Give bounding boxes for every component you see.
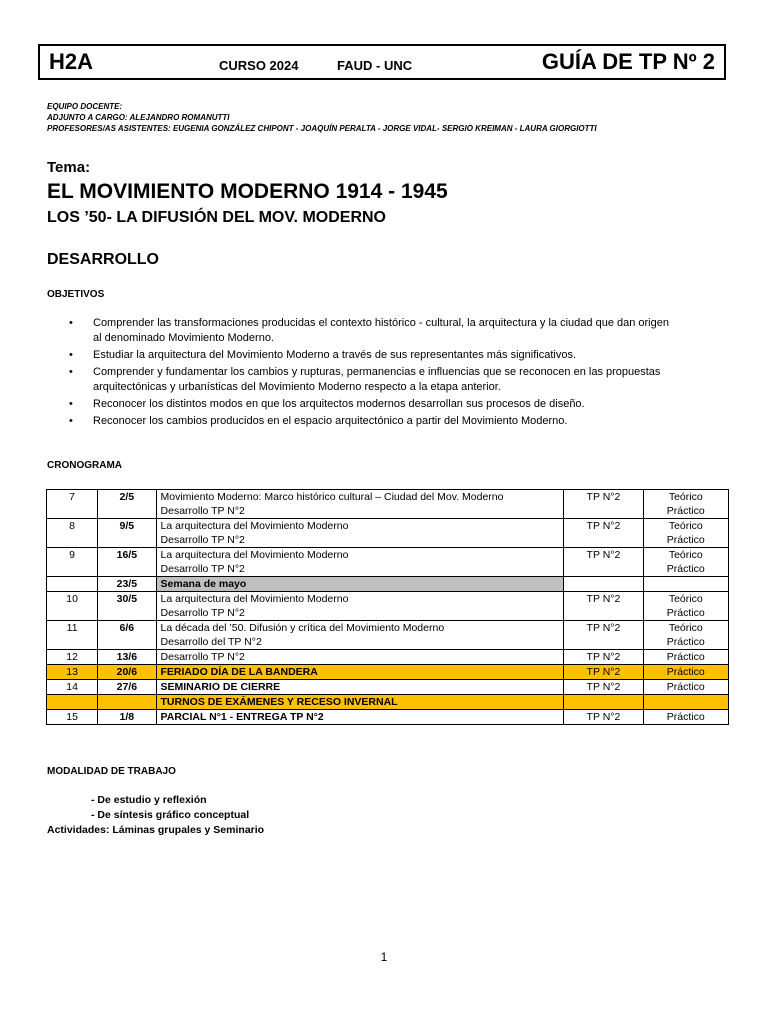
class-tp xyxy=(564,695,643,710)
class-date: 27/6 xyxy=(98,680,156,695)
table-row xyxy=(47,577,729,592)
class-type xyxy=(643,695,728,710)
course-year: CURSO 2024 xyxy=(219,58,299,73)
class-number: 15 xyxy=(47,710,98,725)
guide-title: GUÍA DE TP Nº 2 xyxy=(541,49,715,74)
table-row xyxy=(47,490,729,519)
page-number: 1 xyxy=(380,950,388,964)
class-type: Teórico Práctico xyxy=(643,519,728,548)
class-number: 8 xyxy=(47,519,98,548)
class-topic: La arquitectura del Movimiento Moderno Desarrollo TP N°2 xyxy=(156,519,564,548)
table-row xyxy=(47,621,729,650)
class-type xyxy=(643,577,728,592)
page-title: EL MOVIMIENTO MODERNO 1914 - 1945 xyxy=(47,180,448,203)
class-type: Teórico Práctico xyxy=(643,490,728,519)
class-type: Práctico xyxy=(643,665,728,680)
class-tp xyxy=(564,577,643,592)
class-topic: SEMINARIO DE CIERRE xyxy=(156,680,564,695)
table-row xyxy=(47,680,729,695)
class-date: 20/6 xyxy=(98,665,156,680)
course-code: H2A xyxy=(49,49,94,74)
class-date: 16/5 xyxy=(98,548,156,577)
class-topic: Desarrollo TP N°2 xyxy=(156,650,564,665)
objectives-heading: OBJETIVOS xyxy=(47,289,105,300)
class-date: 6/6 xyxy=(98,621,156,650)
class-date: 23/5 xyxy=(98,577,156,592)
class-date: 30/5 xyxy=(98,592,156,621)
class-number: 12 xyxy=(47,650,98,665)
team-adjunto: ADJUNTO A CARGO: ALEJANDRO ROMANUTTI xyxy=(47,113,230,122)
class-topic: La arquitectura del Movimiento Moderno Desarrollo TP N°2 xyxy=(156,592,564,621)
class-tp: TP N°2 xyxy=(564,621,643,650)
teaching-team xyxy=(47,101,597,134)
schedule-heading: CRONOGRAMA xyxy=(47,460,122,471)
table-row xyxy=(47,665,729,680)
class-date: 9/5 xyxy=(98,519,156,548)
class-type: Teórico Práctico xyxy=(643,548,728,577)
modality-item: - De síntesis gráfico conceptual xyxy=(91,809,250,821)
class-topic: Movimiento Moderno: Marco histórico cultural – Ciudad del Mov. Moderno Desarrollo TP N°2 xyxy=(156,490,564,519)
activities-line: Actividades: Láminas grupales y Seminario xyxy=(47,824,265,836)
class-date: 1/8 xyxy=(98,710,156,725)
modality-item: - De estudio y reflexión xyxy=(91,794,207,806)
class-type: Teórico Práctico xyxy=(643,592,728,621)
team-profesores: PROFESORES/AS ASISTENTES: EUGENIA GONZÁLEZ CHIPONT - JOAQUÍN PERALTA - JORGE VIDAL- SERGIO KREIMAN - LAURA GIORGIOTTI xyxy=(47,124,597,133)
class-type: Práctico xyxy=(643,710,728,725)
faculty-name: FAUD - UNC xyxy=(337,58,413,73)
bullet-icon: • xyxy=(69,366,73,378)
table-row xyxy=(47,592,729,621)
class-date: 2/5 xyxy=(98,490,156,519)
bullet-icon: • xyxy=(69,398,73,410)
class-number xyxy=(47,577,98,592)
table-row xyxy=(47,695,729,710)
class-number: 13 xyxy=(47,665,98,680)
class-type: Práctico xyxy=(643,680,728,695)
class-date: 13/6 xyxy=(98,650,156,665)
class-type: Teórico Práctico xyxy=(643,621,728,650)
class-topic: PARCIAL N°1 - ENTREGA TP N°2 xyxy=(156,710,564,725)
bullet-icon: • xyxy=(69,349,73,361)
objective-item: • Estudiar la arquitectura del Movimiento Moderno a través de sus representantes más significativos. xyxy=(69,349,577,361)
objectives-list xyxy=(64,316,726,431)
objective-item: • Comprender y fundamentar los cambios y rupturas, permanencias e influencias que se reconocen en las propuestas arquitectónicas y urbanísticas del Movimiento Moderno respecto a la etapa anterior. xyxy=(69,366,661,393)
page-subtitle: LOS ’50- LA DIFUSIÓN DEL MOV. MODERNO xyxy=(47,209,386,226)
table-row xyxy=(47,548,729,577)
class-tp: TP N°2 xyxy=(564,680,643,695)
class-number xyxy=(47,695,98,710)
class-tp: TP N°2 xyxy=(564,519,643,548)
class-date xyxy=(98,695,156,710)
class-tp: TP N°2 xyxy=(564,710,643,725)
document-header xyxy=(38,44,726,80)
objective-item: • Reconocer los distintos modos en que los arquitectos modernos desarrollan sus procesos de diseño. xyxy=(69,398,585,410)
bullet-icon: • xyxy=(69,415,73,427)
table-row xyxy=(47,650,729,665)
table-row xyxy=(47,710,729,725)
class-number: 7 xyxy=(47,490,98,519)
class-number: 14 xyxy=(47,680,98,695)
team-heading: EQUIPO DOCENTE: xyxy=(47,102,123,111)
class-tp: TP N°2 xyxy=(564,650,643,665)
objective-item: • Comprender las transformaciones producidas el contexto histórico - cultural, la arquitectura y la ciudad que dan origen al denominado Movimiento Moderno. xyxy=(69,317,669,344)
schedule-table xyxy=(46,489,729,725)
bullet-icon: • xyxy=(69,317,73,329)
class-type: Práctico xyxy=(643,650,728,665)
modality-heading: MODALIDAD DE TRABAJO xyxy=(47,766,176,777)
table-row xyxy=(47,519,729,548)
class-topic: La arquitectura del Movimiento Moderno Desarrollo TP N°2 xyxy=(156,548,564,577)
class-topic: FERIADO DÍA DE LA BANDERA xyxy=(156,665,564,680)
class-tp: TP N°2 xyxy=(564,665,643,680)
class-tp: TP N°2 xyxy=(564,592,643,621)
class-number: 9 xyxy=(47,548,98,577)
class-topic: La década del ’50. Difusión y crítica del Movimiento Moderno Desarrollo del TP N°2 xyxy=(156,621,564,650)
class-number: 10 xyxy=(47,592,98,621)
objective-item: • Reconocer los cambios producidos en el espacio arquitectónico a partir del Movimiento Moderno. xyxy=(69,415,568,427)
tema-label: Tema: xyxy=(47,159,91,176)
class-topic: Semana de mayo xyxy=(156,577,564,592)
section-heading: DESARROLLO xyxy=(47,251,159,268)
class-topic: TURNOS DE EXÁMENES Y RECESO INVERNAL xyxy=(156,695,564,710)
class-tp: TP N°2 xyxy=(564,490,643,519)
class-number: 11 xyxy=(47,621,98,650)
class-tp: TP N°2 xyxy=(564,548,643,577)
